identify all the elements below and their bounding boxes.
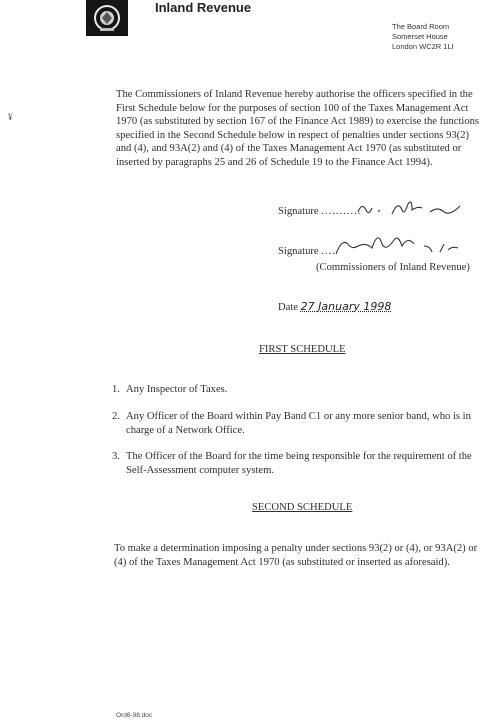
signature-dots: .... bbox=[321, 246, 336, 257]
second-schedule-text: To make a determination imposing a penalty under sections 93(2) or (4), or 93A(2) or (4) of the Taxes Management Act 1970 (as substituted or inserted as aforesaid). bbox=[114, 543, 478, 568]
organisation-name: Inland Revenue bbox=[155, 0, 252, 15]
intro-text-b: below for the purposes of section 100 of the Taxes Management Act 1970 (as substituted by section 167 of the Finance Act 1989) to exercise the functions specified in the Second Schedule below in respect of penalties under sections 93(2) and (4), and 93A(2) and (4) of the Taxes Management Act 1970 (as substituted or inserted by paragraphs 25 and 26 of Schedule 19 to the Finance Act 1994). bbox=[116, 102, 480, 168]
intro-text-a: The Commissioners of Inland Revenue hereby authorise the officers specified in the bbox=[116, 89, 473, 100]
margin-mark: ¥ bbox=[8, 112, 13, 122]
second-schedule-heading: SECOND SCHEDULE bbox=[252, 502, 353, 513]
item-number: 3. bbox=[112, 451, 120, 462]
signature-label: Signature bbox=[278, 206, 319, 217]
item-text: Any Inspector of Taxes. bbox=[126, 384, 228, 395]
authorisation-paragraph bbox=[116, 88, 486, 170]
date-label: Date bbox=[278, 302, 298, 313]
address-line: The Board Room bbox=[392, 22, 450, 31]
item-number: 1. bbox=[112, 384, 120, 395]
signature-dots: ........... bbox=[321, 206, 362, 217]
first-schedule-reference: First Schedule bbox=[116, 102, 177, 114]
schedule-item bbox=[112, 383, 487, 397]
schedule-item bbox=[112, 450, 487, 477]
schedule-item bbox=[112, 410, 487, 437]
commissioners-caption: (Commissioners of Inland Revenue) bbox=[316, 262, 470, 273]
address-line: Somerset House bbox=[392, 32, 448, 41]
handwritten-signature-1 bbox=[352, 196, 472, 220]
handwritten-date: 27 January 1998 bbox=[300, 300, 392, 313]
address-line: London WC2R 1LI bbox=[392, 42, 454, 51]
handwritten-signature-2 bbox=[332, 234, 472, 260]
signature-line-1 bbox=[278, 206, 361, 217]
file-reference: Ord6-98.doc bbox=[116, 712, 153, 719]
first-schedule-heading: FIRST SCHEDULE bbox=[259, 344, 346, 355]
signature-line-2 bbox=[278, 246, 336, 257]
signature-label: Signature bbox=[278, 246, 319, 257]
item-text: The Officer of the Board for the time being responsible for the requirement of the Self-Assessment computer system. bbox=[126, 451, 472, 476]
item-number: 2. bbox=[112, 411, 120, 422]
item-text: Any Officer of the Board within Pay Band C1 or any more senior band, who is in charge of a Network Office. bbox=[126, 411, 471, 436]
address-block bbox=[392, 22, 482, 52]
date-line bbox=[278, 300, 391, 313]
inland-revenue-crest-logo bbox=[86, 0, 128, 36]
